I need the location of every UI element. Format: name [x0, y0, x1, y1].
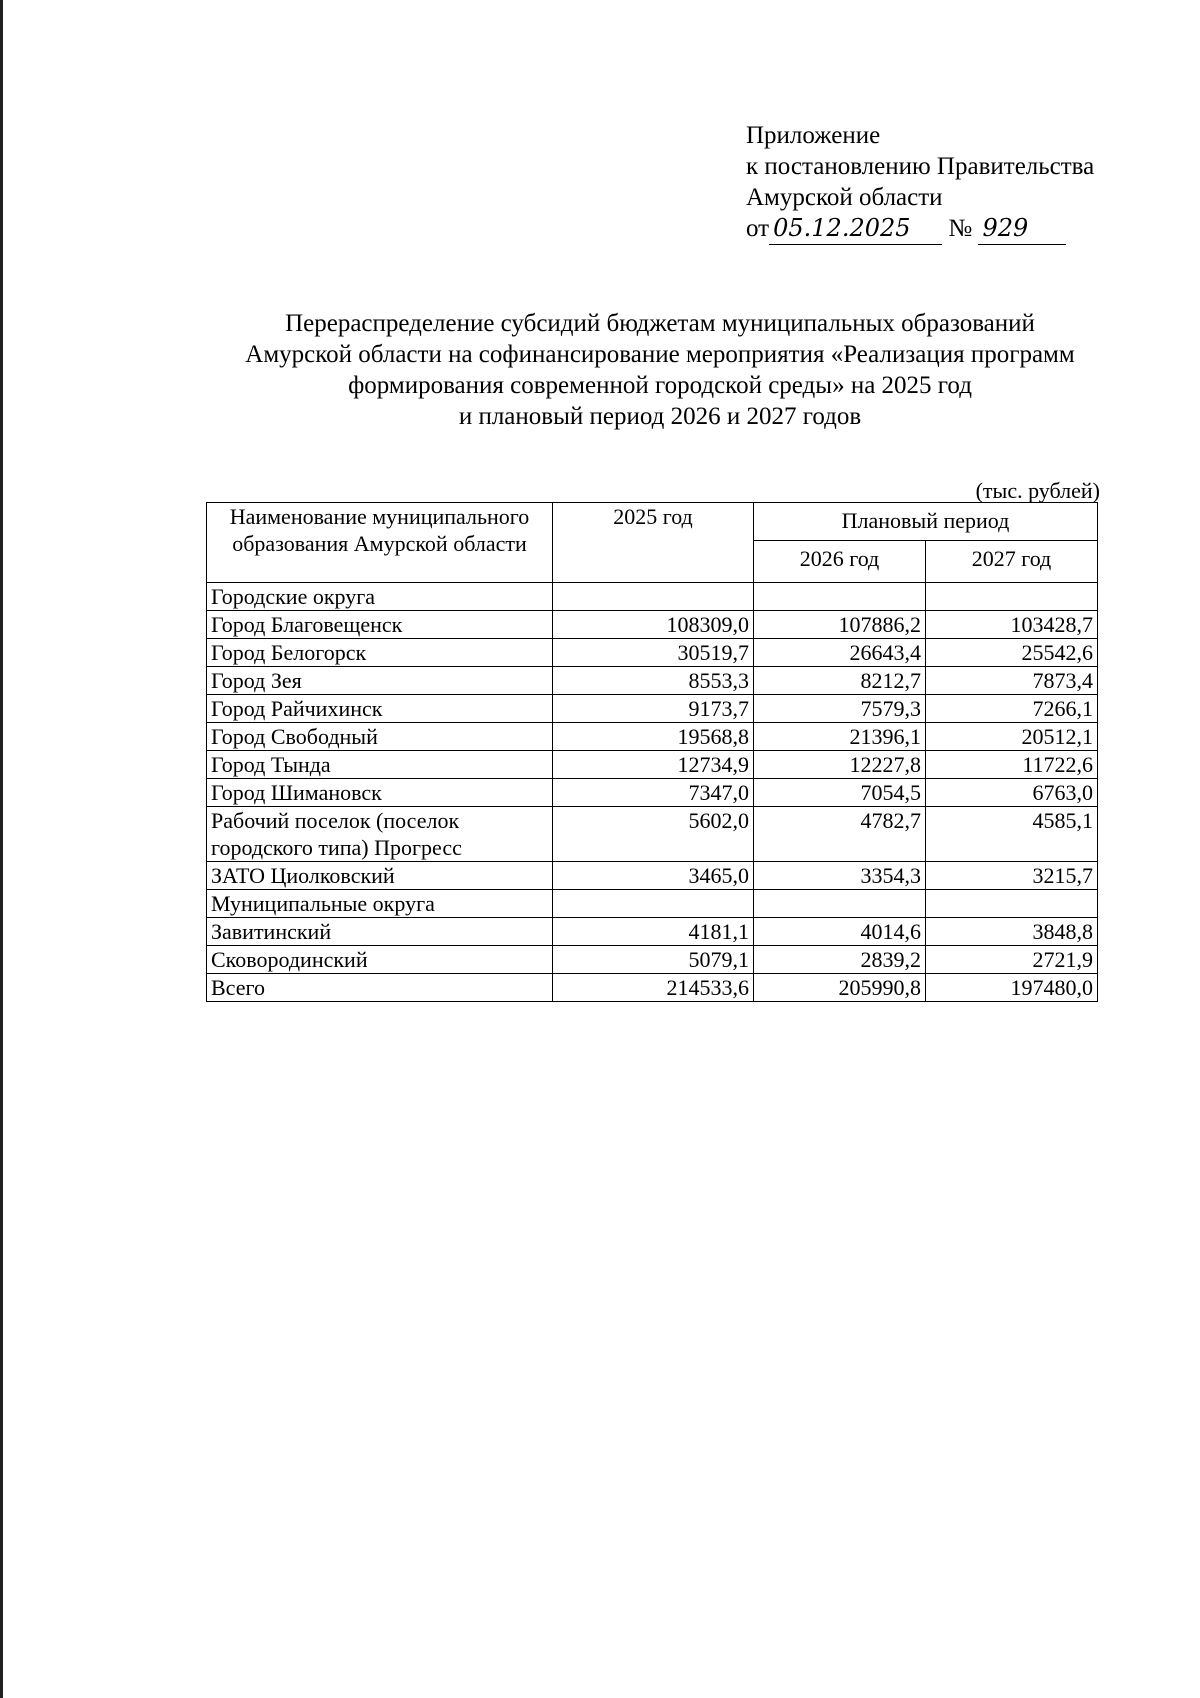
table-row	[207, 918, 1098, 946]
date-prefix: от	[746, 215, 770, 242]
document-title	[150, 308, 1170, 432]
number-prefix: №	[948, 215, 973, 242]
handwritten-number: 929	[978, 213, 1066, 245]
value-2026: 12227,8	[754, 751, 926, 779]
scan-edge	[0, 0, 3, 1698]
appendix-line: Амурской области	[746, 184, 943, 211]
value-2026: 4782,7	[754, 807, 926, 862]
value-2025: 8553,3	[553, 667, 754, 695]
title-line: и плановый период 2026 и 2027 годов	[458, 403, 862, 430]
value-2027: 7873,4	[926, 667, 1098, 695]
value-2027: 11722,6	[926, 751, 1098, 779]
header-name: Наименование муниципального образования Амурской области	[207, 503, 553, 583]
header-2027: 2027 год	[926, 541, 1098, 583]
value-2026: 107886,2	[754, 611, 926, 639]
value-2025: 214533,6	[553, 974, 754, 1002]
value-2025: 30519,7	[553, 639, 754, 667]
value-2026: 205990,8	[754, 974, 926, 1002]
appendix-header	[746, 120, 1094, 245]
value-2027: 103428,7	[926, 611, 1098, 639]
table-row	[207, 667, 1098, 695]
table-row	[207, 695, 1098, 723]
value-2025: 5079,1	[553, 946, 754, 974]
row-name: ЗАТО Циолковский	[207, 862, 553, 890]
value-2025: 108309,0	[553, 611, 754, 639]
value-2027	[926, 890, 1098, 918]
value-2026: 2839,2	[754, 946, 926, 974]
title-line: Амурской области на софинансирование мероприятия «Реализация программ	[245, 341, 1075, 368]
table-row	[207, 862, 1098, 890]
appendix-line: к постановлению Правительства	[746, 153, 1095, 180]
value-2027: 2721,9	[926, 946, 1098, 974]
table-row	[207, 611, 1098, 639]
row-name: Муниципальные округа	[207, 890, 553, 918]
row-name: Город Белогорск	[207, 639, 553, 667]
value-2026: 26643,4	[754, 639, 926, 667]
value-2027	[926, 583, 1098, 611]
value-2027: 4585,1	[926, 807, 1098, 862]
value-2025: 3465,0	[553, 862, 754, 890]
table-row	[207, 583, 1098, 611]
value-2027: 197480,0	[926, 974, 1098, 1002]
appendix-date-line	[746, 213, 1094, 245]
table-row	[207, 723, 1098, 751]
value-2027: 7266,1	[926, 695, 1098, 723]
value-2026: 3354,3	[754, 862, 926, 890]
unit-label: (тыс. рублей)	[975, 478, 1100, 503]
value-2025	[553, 890, 754, 918]
row-name: Город Тында	[207, 751, 553, 779]
header-planned: Плановый период	[754, 503, 1098, 541]
row-name: Город Шимановск	[207, 779, 553, 807]
handwritten-date: 05.12.2025	[769, 213, 942, 245]
table-row	[207, 779, 1098, 807]
row-name: Город Зея	[207, 667, 553, 695]
row-name: Сковородинский	[207, 946, 553, 974]
table-row	[207, 639, 1098, 667]
value-2026	[754, 890, 926, 918]
header-2026: 2026 год	[754, 541, 926, 583]
title-line: Перераспределение субсидий бюджетам муниципальных образований	[285, 310, 1035, 337]
row-name: Город Райчихинск	[207, 695, 553, 723]
value-2025: 5602,0	[553, 807, 754, 862]
row-name: Городские округа	[207, 583, 553, 611]
title-line: формирования современной городской среды» на 2025 год	[348, 372, 972, 399]
value-2026: 7054,5	[754, 779, 926, 807]
table-row	[207, 890, 1098, 918]
value-2026: 8212,7	[754, 667, 926, 695]
table-row	[207, 751, 1098, 779]
value-2025	[553, 583, 754, 611]
value-2027: 25542,6	[926, 639, 1098, 667]
value-2026: 21396,1	[754, 723, 926, 751]
row-name: Завитинский	[207, 918, 553, 946]
value-2026: 4014,6	[754, 918, 926, 946]
row-name: Город Благовещенск	[207, 611, 553, 639]
row-name: Всего	[207, 974, 553, 1002]
value-2025: 7347,0	[553, 779, 754, 807]
row-name: Город Свободный	[207, 723, 553, 751]
value-2026	[754, 583, 926, 611]
value-2025: 4181,1	[553, 918, 754, 946]
table-row	[207, 946, 1098, 974]
value-2025: 9173,7	[553, 695, 754, 723]
value-2027: 3848,8	[926, 918, 1098, 946]
appendix-line: Приложение	[746, 122, 881, 149]
value-2025: 19568,8	[553, 723, 754, 751]
value-2027: 3215,7	[926, 862, 1098, 890]
subsidy-table	[206, 502, 1098, 1002]
value-2025: 12734,9	[553, 751, 754, 779]
header-2025: 2025 год	[553, 503, 754, 583]
value-2026: 7579,3	[754, 695, 926, 723]
value-2027: 20512,1	[926, 723, 1098, 751]
value-2027: 6763,0	[926, 779, 1098, 807]
row-name: Рабочий поселок (поселок городского типа) Прогресс	[207, 807, 553, 862]
table-row	[207, 807, 1098, 862]
table-row	[207, 974, 1098, 1002]
